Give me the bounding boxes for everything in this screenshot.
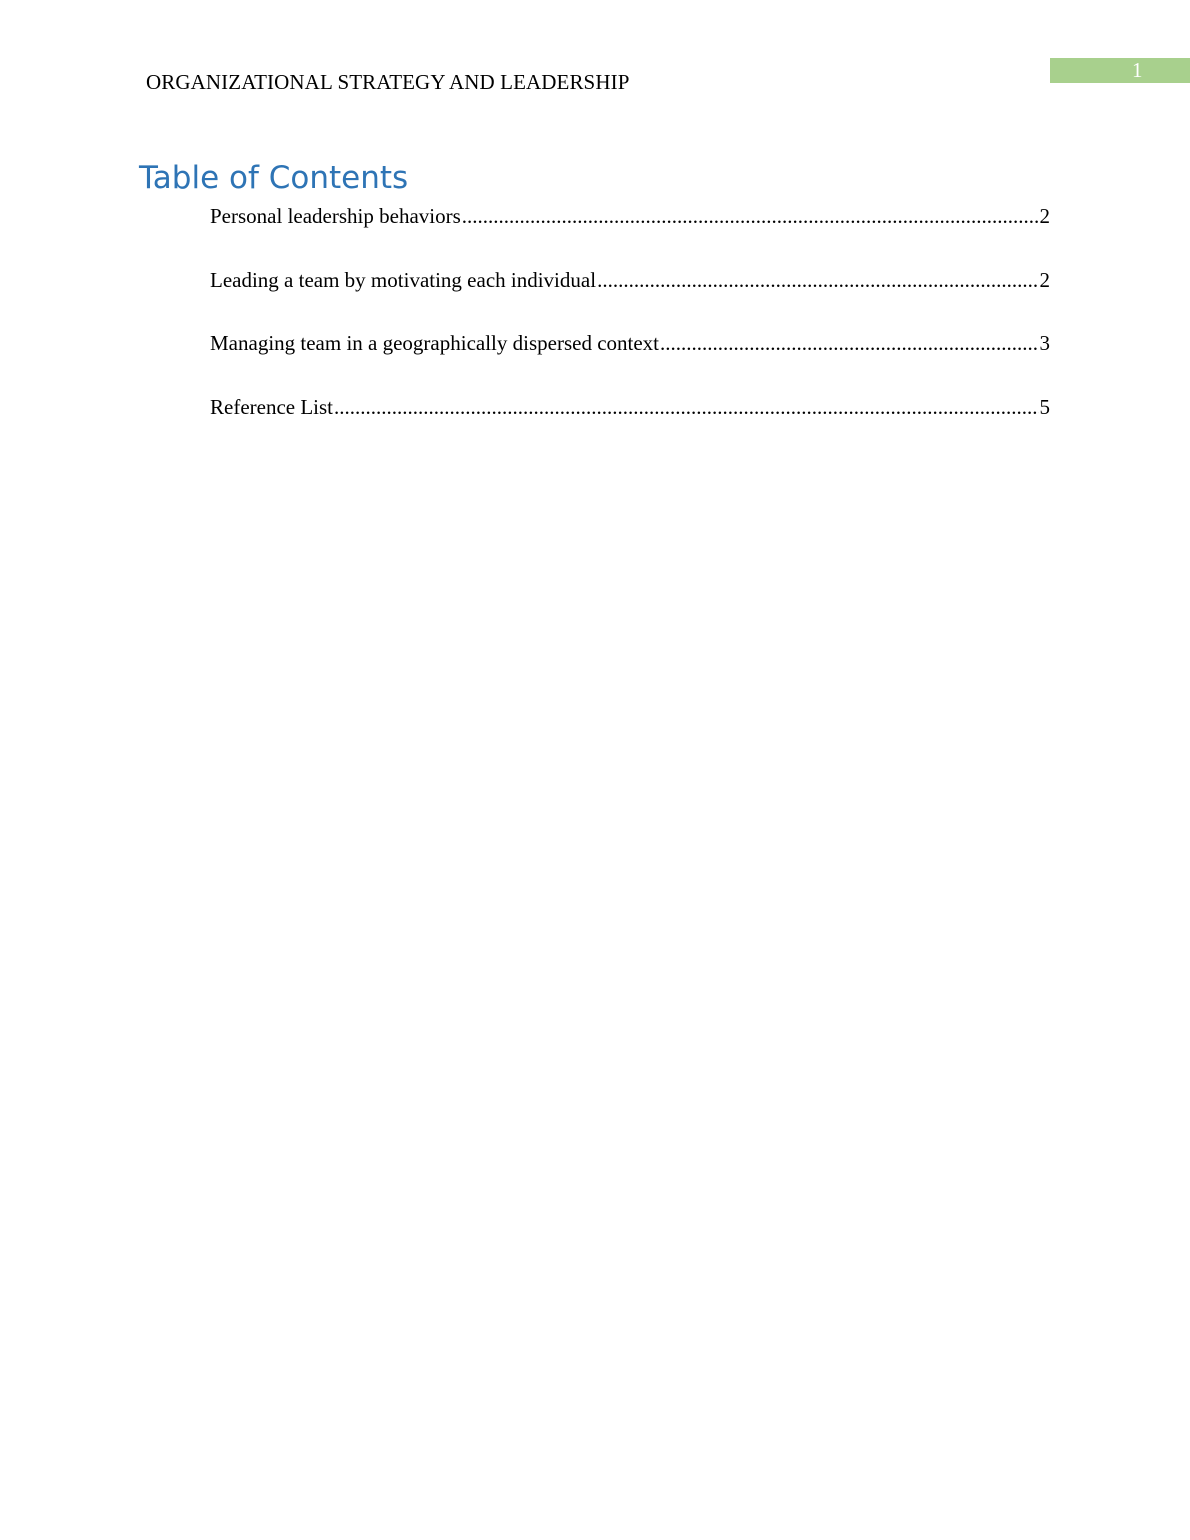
page-number-box bbox=[1050, 58, 1190, 83]
toc-entry-title: Managing team in a geographically dispersed context bbox=[210, 327, 660, 359]
page-number: 1 bbox=[1132, 58, 1143, 82]
toc-dot-leader bbox=[334, 391, 1038, 423]
toc-entry-page: 2 bbox=[1039, 267, 1050, 292]
toc-entry[interactable] bbox=[210, 264, 1050, 328]
toc-entry-title: Reference List bbox=[210, 391, 334, 423]
toc-dot-leader bbox=[597, 264, 1038, 296]
toc-entry-title: Personal leadership behaviors bbox=[210, 200, 462, 232]
toc-dot-leader bbox=[660, 327, 1038, 359]
toc-entry-page: 3 bbox=[1039, 331, 1050, 355]
toc-entry-page: 5 bbox=[1039, 394, 1050, 419]
toc-entry[interactable] bbox=[210, 391, 1050, 455]
toc-entry[interactable] bbox=[210, 200, 1050, 264]
toc-list bbox=[210, 200, 1050, 454]
toc-entry-page: 2 bbox=[1039, 204, 1050, 228]
toc-dot-leader bbox=[462, 200, 1039, 232]
toc-entry[interactable] bbox=[210, 327, 1050, 391]
toc-heading: Table of Contents bbox=[139, 160, 409, 196]
toc-entry-title: Leading a team by motivating each individual bbox=[210, 264, 597, 296]
running-head: ORGANIZATIONAL STRATEGY AND LEADERSHIP bbox=[146, 70, 630, 94]
